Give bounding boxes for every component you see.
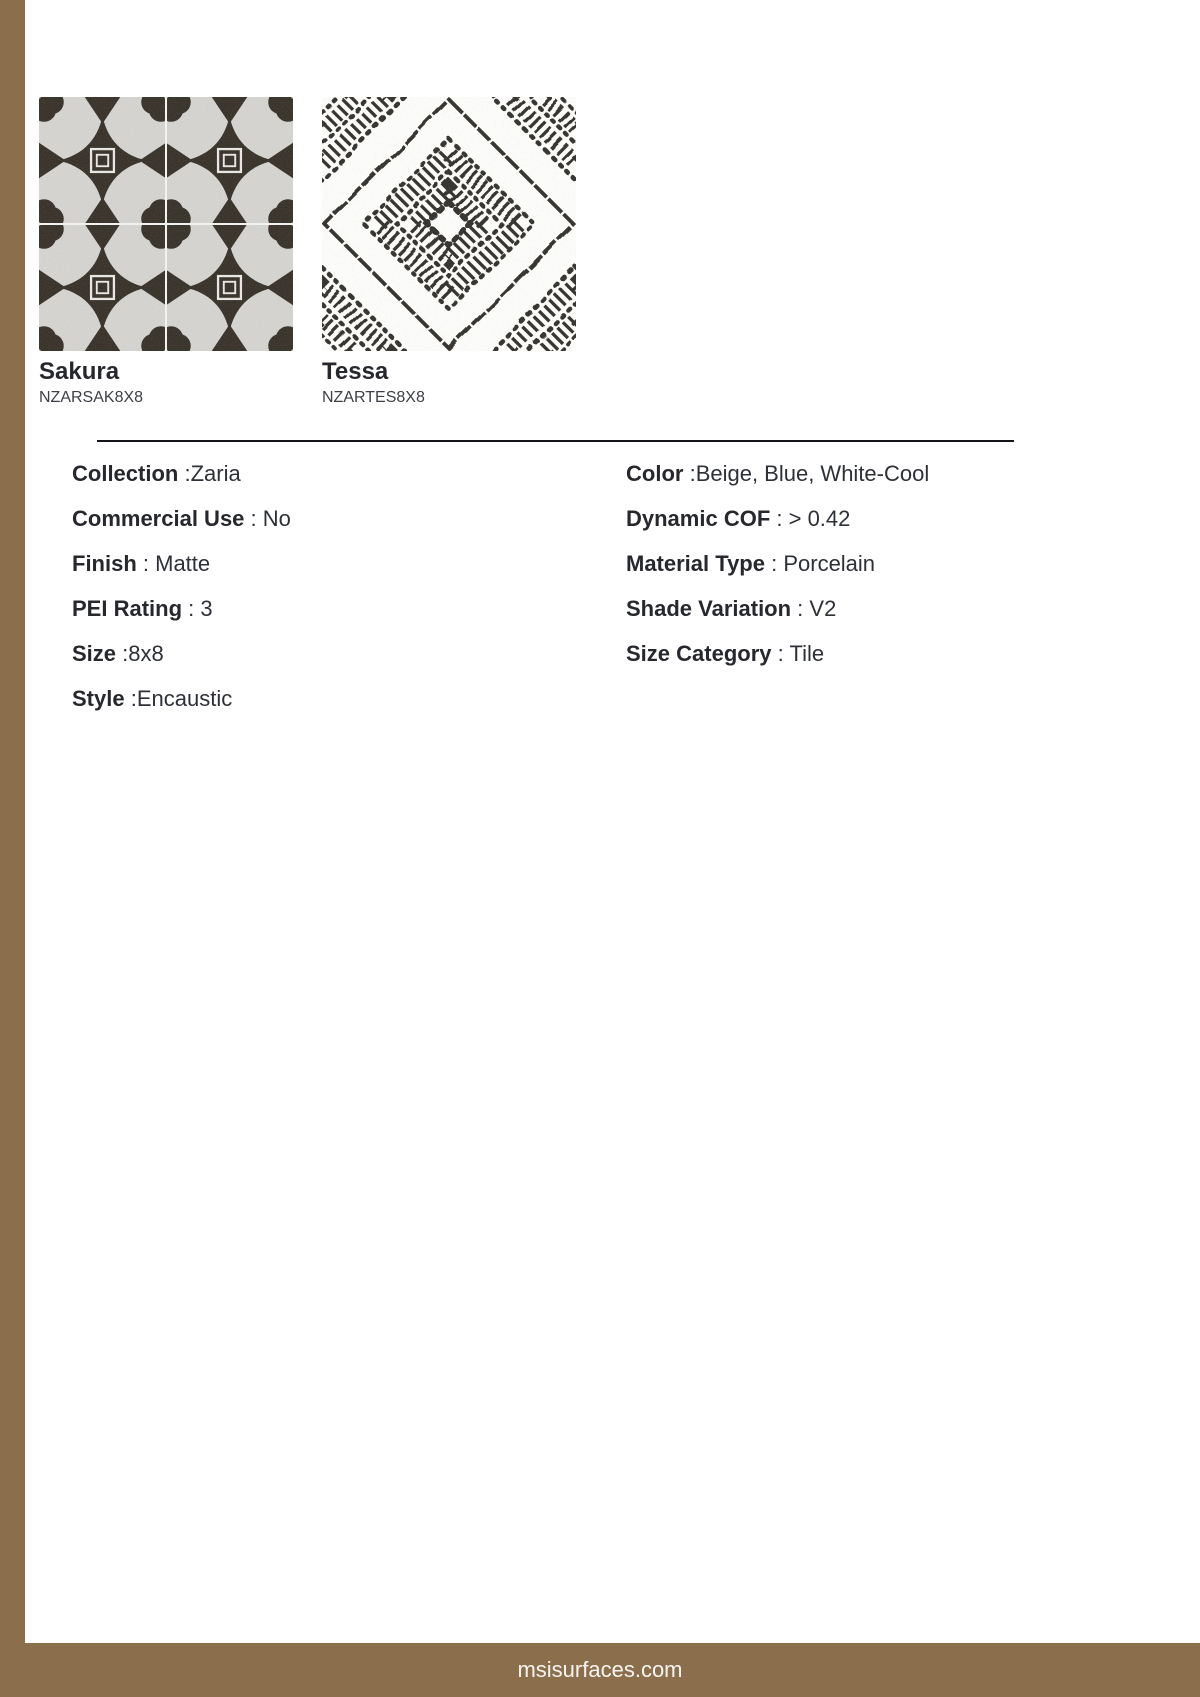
footer-website-link[interactable]: msisurfaces.com: [517, 1657, 683, 1682]
spec-row-material-type: Material Type : Porcelain: [626, 551, 876, 576]
spec-row-size-category: Size Category : Tile: [626, 641, 825, 666]
spec-column-right: [626, 462, 929, 687]
product-sku-tessa: NZARTES8X8: [322, 389, 425, 406]
spec-row-style: Style :Encaustic: [72, 686, 233, 711]
tessa-tile-image: [322, 97, 576, 351]
sakura-tile-image: [39, 97, 293, 351]
left-accent-bar: [0, 0, 25, 1697]
product-name-sakura: Sakura: [39, 358, 120, 385]
spec-row-commercial-use: Commercial Use : No: [72, 506, 291, 531]
product-name-tessa: Tessa: [322, 358, 389, 385]
spec-row-shade-variation: Shade Variation : V2: [626, 596, 837, 621]
spec-row-pei-rating: PEI Rating : 3: [72, 596, 213, 621]
spec-column-left: [72, 462, 291, 732]
section-divider-line: [97, 440, 1014, 442]
spec-row-dynamic-cof: Dynamic COF : > 0.42: [626, 506, 851, 531]
footer-bar: [0, 1643, 1200, 1697]
product-sku-sakura: NZARSAK8X8: [39, 389, 144, 406]
spec-row-finish: Finish : Matte: [72, 551, 211, 576]
spec-row-collection: Collection :Zaria: [72, 461, 241, 486]
spec-row-color: Color :Beige, Blue, White-Cool: [626, 461, 930, 486]
spec-row-size: Size :8x8: [72, 641, 164, 666]
